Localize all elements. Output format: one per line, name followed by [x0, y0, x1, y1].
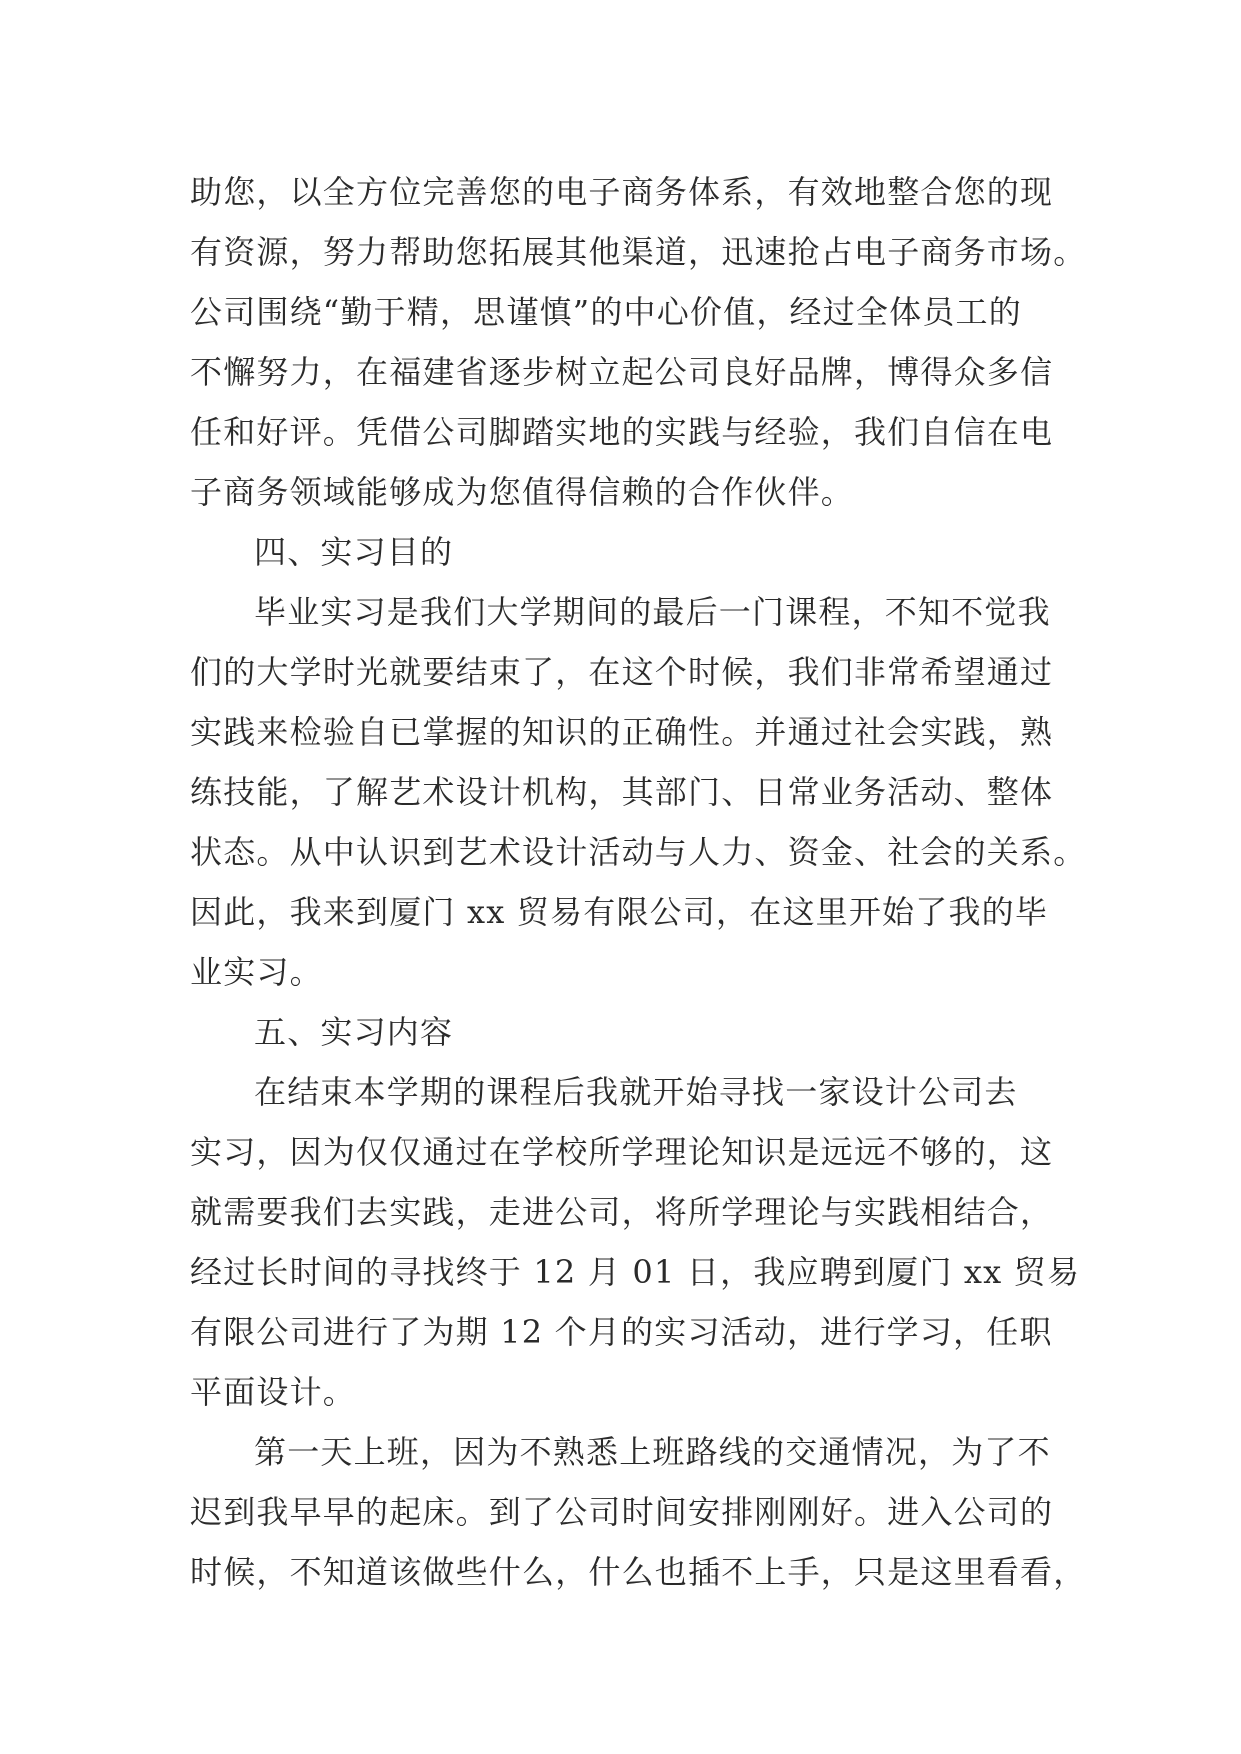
- text-line: 时候，不知道该做些什么，什么也插不上手，只是这里看看，: [190, 1553, 1087, 1591]
- text-line: 练技能，了解艺术设计机构，其部门、日常业务活动、整体: [190, 773, 1054, 811]
- text-line: 状态。从中认识到艺术设计活动与人力、资金、社会的关系。: [190, 833, 1087, 871]
- text-line: 第一天上班，因为不熟悉上班路线的交通情况，为了不: [254, 1433, 1051, 1471]
- text-line: 实习，因为仅仅通过在学校所学理论知识是远远不够的，这: [190, 1133, 1054, 1171]
- text-line: 公司围绕“勤于精，思谨慎”的中心价值，经过全体员工的: [190, 293, 1022, 331]
- text-line: 就需要我们去实践，走进公司，将所学理论与实践相结合，: [190, 1193, 1054, 1231]
- text-line: 有资源，努力帮助您拓展其他渠道，迅速抢占电子商务市场。: [190, 233, 1087, 271]
- body-text: [190, 162, 1087, 1602]
- text-line: 不懈努力，在福建省逐步树立起公司良好品牌，博得众多信: [190, 353, 1054, 391]
- text-line: 子商务领域能够成为您值得信赖的合作伙伴。: [190, 473, 855, 511]
- text-line: 任和好评。凭借公司脚踏实地的实践与经验，我们自信在电: [190, 413, 1054, 451]
- text-line: 助您，以全方位完善您的电子商务体系，有效地整合您的现: [190, 173, 1054, 211]
- text-line: 经过长时间的寻找终于 12 月 01 日，我应聘到厦门 xx 贸易: [190, 1253, 1081, 1291]
- text-line: 们的大学时光就要结束了，在这个时候，我们非常希望通过: [190, 653, 1054, 691]
- text-line: 平面设计。: [190, 1373, 357, 1411]
- text-line: 业实习。: [190, 953, 323, 991]
- section-heading-content: 五、实习内容: [254, 1013, 454, 1051]
- text-line: 毕业实习是我们大学期间的最后一门课程，不知不觉我: [254, 593, 1051, 631]
- text-line: 有限公司进行了为期 12 个月的实习活动，进行学习，任职: [190, 1313, 1053, 1351]
- text-line: 迟到我早早的起床。到了公司时间安排刚刚好。进入公司的: [190, 1493, 1054, 1531]
- text-line: 因此，我来到厦门 xx 贸易有限公司，在这里开始了我的毕: [190, 893, 1049, 931]
- section-heading-objective: 四、实习目的: [254, 533, 454, 571]
- text-line: 在结束本学期的课程后我就开始寻找一家设计公司去: [254, 1073, 1018, 1111]
- text-line: 实践来检验自已掌握的知识的正确性。并通过社会实践，熟: [190, 713, 1054, 751]
